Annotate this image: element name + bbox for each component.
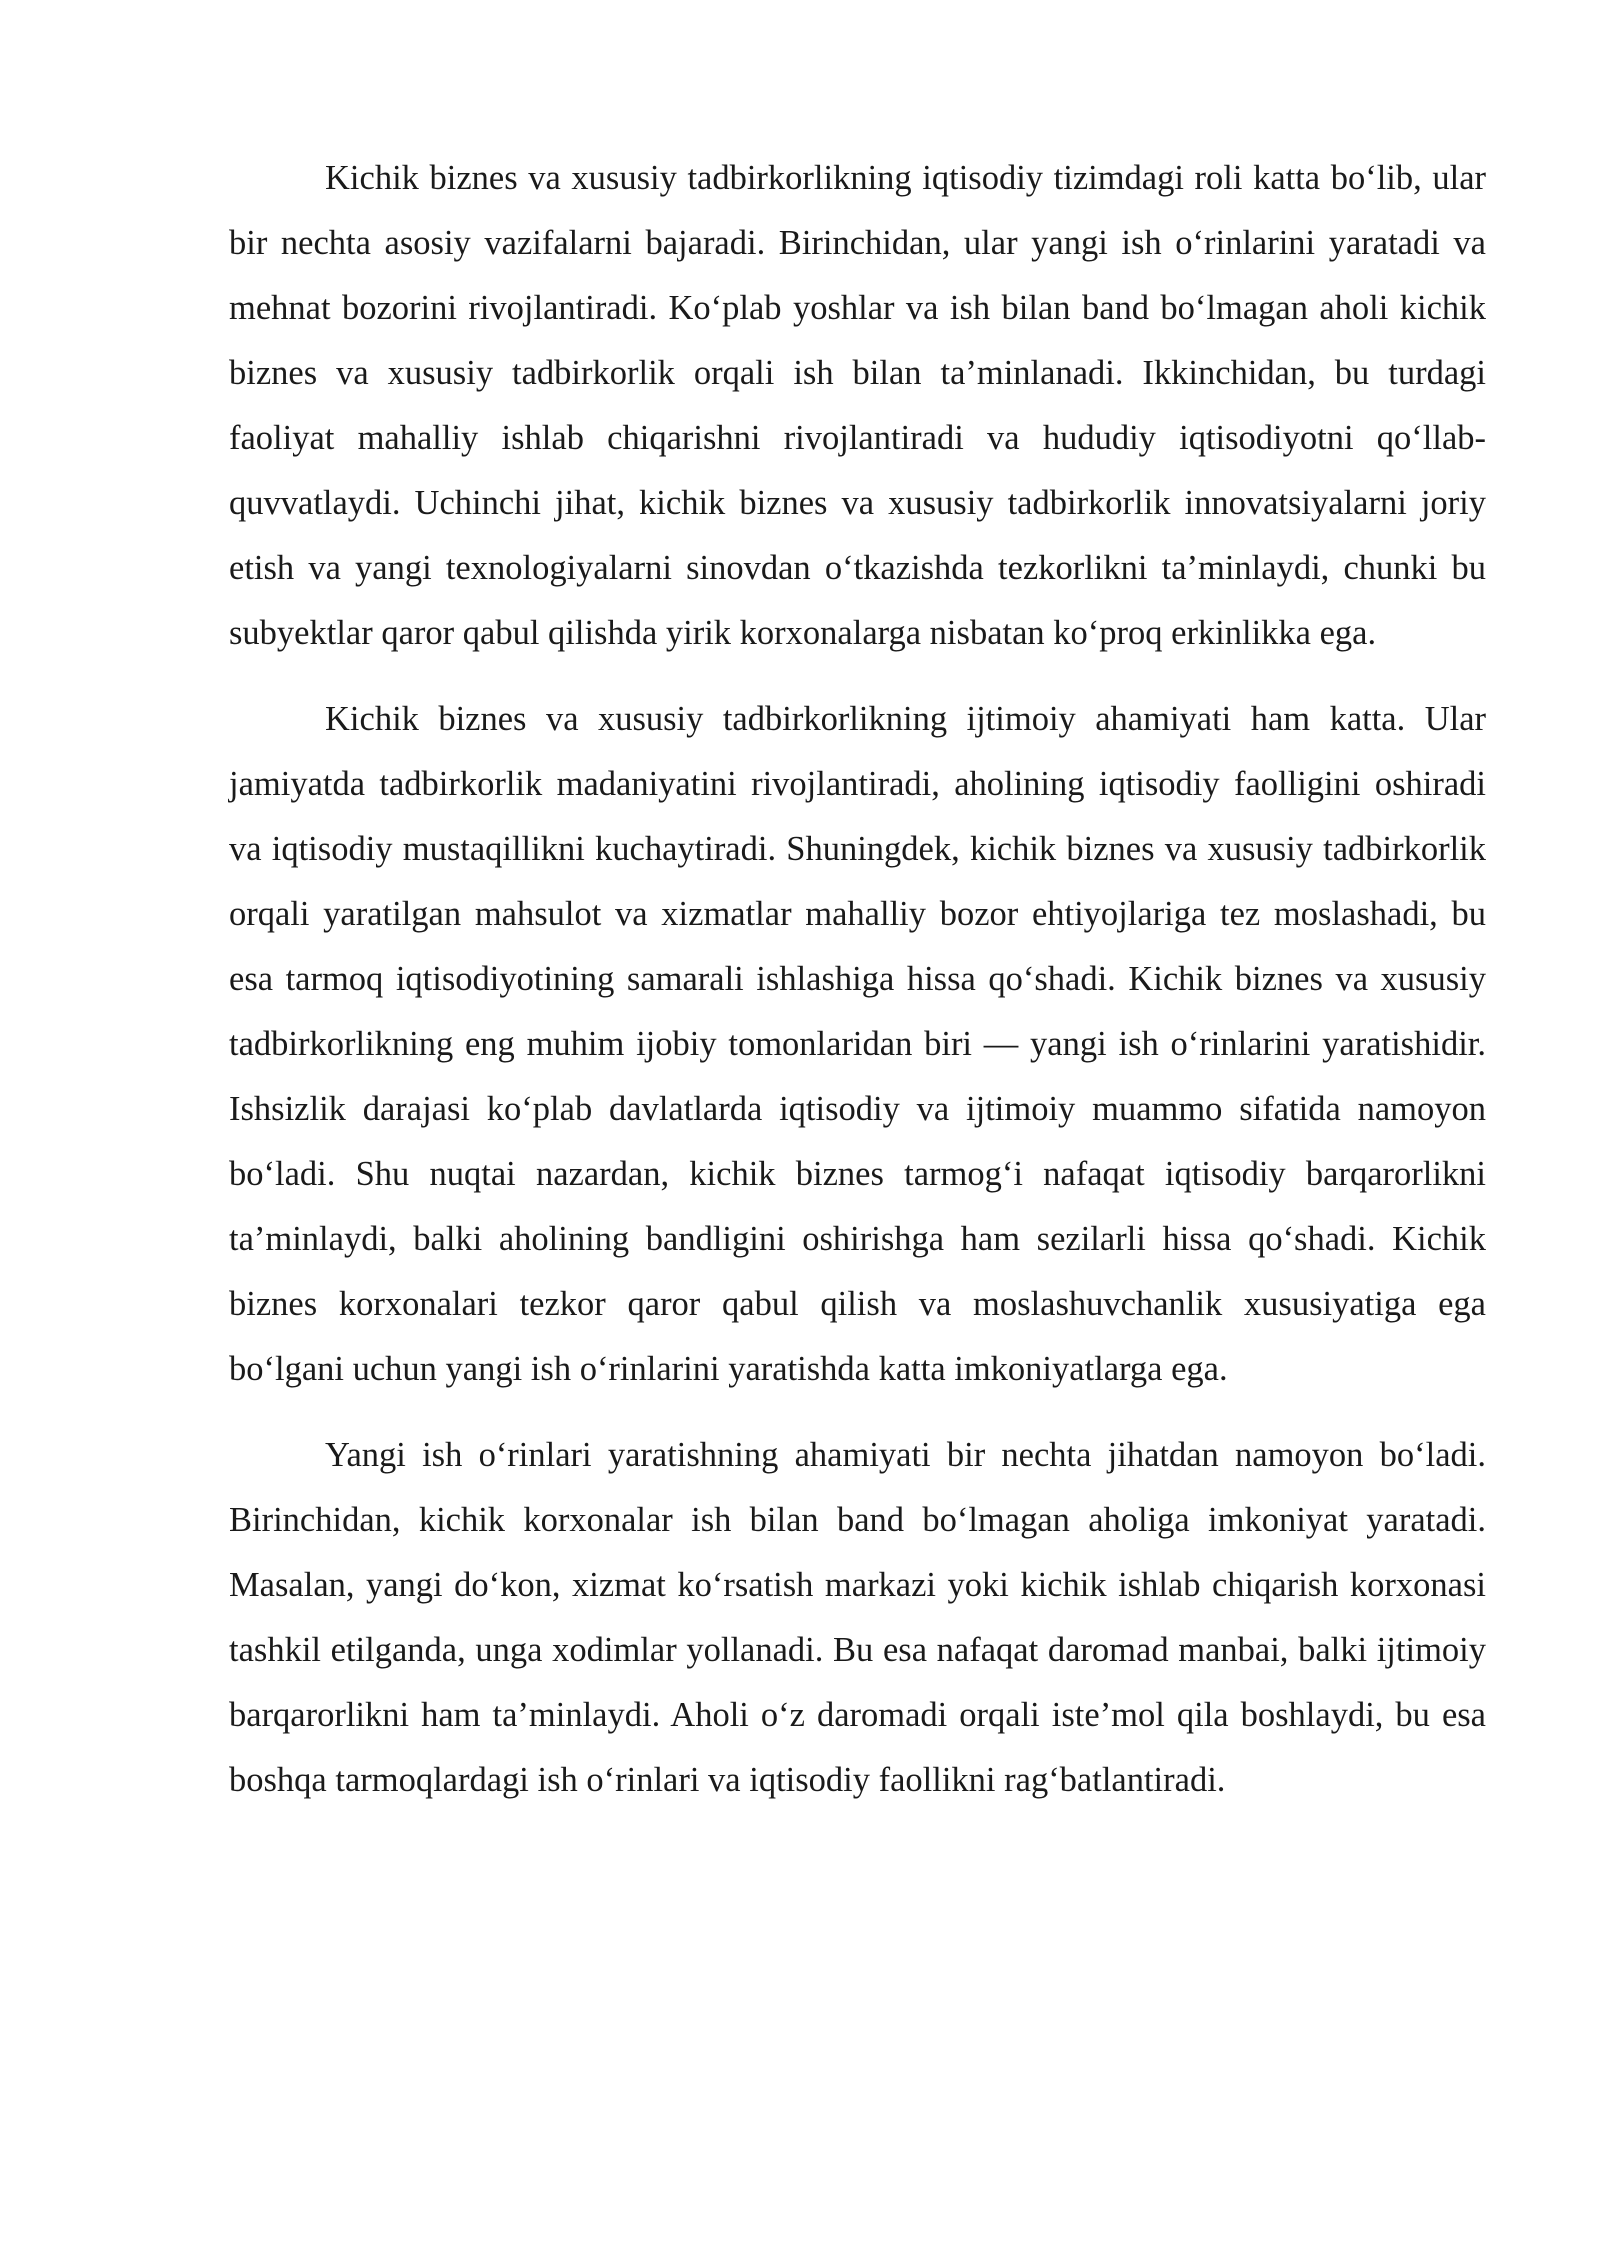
paragraph-2: Kichik biznes va xususiy tadbirkorlikning ijtimoiy ahamiyati ham katta. Ular jamiyatda tadbirkorlik madaniyatini rivojlantiradi, aholining iqtisodiy faolligini oshiradi va iqtisodiy mustaqillikni kuchaytiradi. Shuningdek, kichik biznes va xususiy tadbirkorlik orqali yaratilgan mahsulot va xizmatlar mahalliy bozor ehtiyojlariga tez moslashadi, bu esa tarmoq iqtisodiyotining samarali ishlashiga hissa qo‘shadi. Kichik biznes va xususiy tadbirkorlikning eng muhim ijobiy tomonlaridan biri — yangi ish o‘rinlarini yaratishidir. Ishsizlik darajasi ko‘plab davlatlarda iqtisodiy va ijtimoiy muammo sifatida namoyon bo‘ladi. Shu nuqtai nazardan, kichik biznes tarmog‘i nafaqat iqtisodiy barqarorlikni ta’minlaydi, balki aholining bandligini oshirishga ham sezilarli hissa qo‘shadi. Kichik biznes korxonalari tezkor qaror qabul qilish va moslashuvchanlik xususiyatiga ega bo‘lgani uchun yangi ish o‘rinlarini yaratishda katta imkoniyatlarga ega. <box>229 700 1486 1388</box>
paragraph-3: Yangi ish o‘rinlari yaratishning ahamiyati bir nechta jihatdan namoyon bo‘ladi. Birinchidan, kichik korxonalar ish bilan band bo‘lmagan aholiga imkoniyat yaratadi. Masalan, yangi do‘kon, xizmat ko‘rsatish markazi yoki kichik ishlab chiqarish korxonasi tashkil etilganda, unga xodimlar yollanadi. Bu esa nafaqat daromad manbai, balki ijtimoiy barqarorlikni ham ta’minlaydi. Aholi o‘z daromadi orqali iste’mol qila boshlaydi, bu esa boshqa tarmoqlardagi ish o‘rinlari va iqtisodiy faollikni rag‘batlantiradi. <box>229 1436 1486 1799</box>
paragraph-1: Kichik biznes va xususiy tadbirkorlikning iqtisodiy tizimdagi roli katta bo‘lib, ular bir nechta asosiy vazifalarni bajaradi. Birinchidan, ular yangi ish o‘rinlarini yaratadi va mehnat bozorini rivojlantiradi. Ko‘plab yoshlar va ish bilan band bo‘lmagan aholi kichik biznes va xususiy tadbirkorlik orqali ish bilan ta’minlanadi. Ikkinchidan, bu turdagi faoliyat mahalliy ishlab chiqarishni rivojlantiradi va hududiy iqtisodiyotni qo‘llab-quvvatlaydi. Uchinchi jihat, kichik biznes va xususiy tadbirkorlik innovatsiyalarni joriy etish va yangi texnologiyalarni sinovdan o‘tkazishda tezkorlikni ta’minlaydi, chunki bu subyektlar qaror qabul qilishda yirik korxonalarga nisbatan ko‘proq erkinlikka ega. <box>229 159 1486 652</box>
body-text <box>229 146 1486 1834</box>
